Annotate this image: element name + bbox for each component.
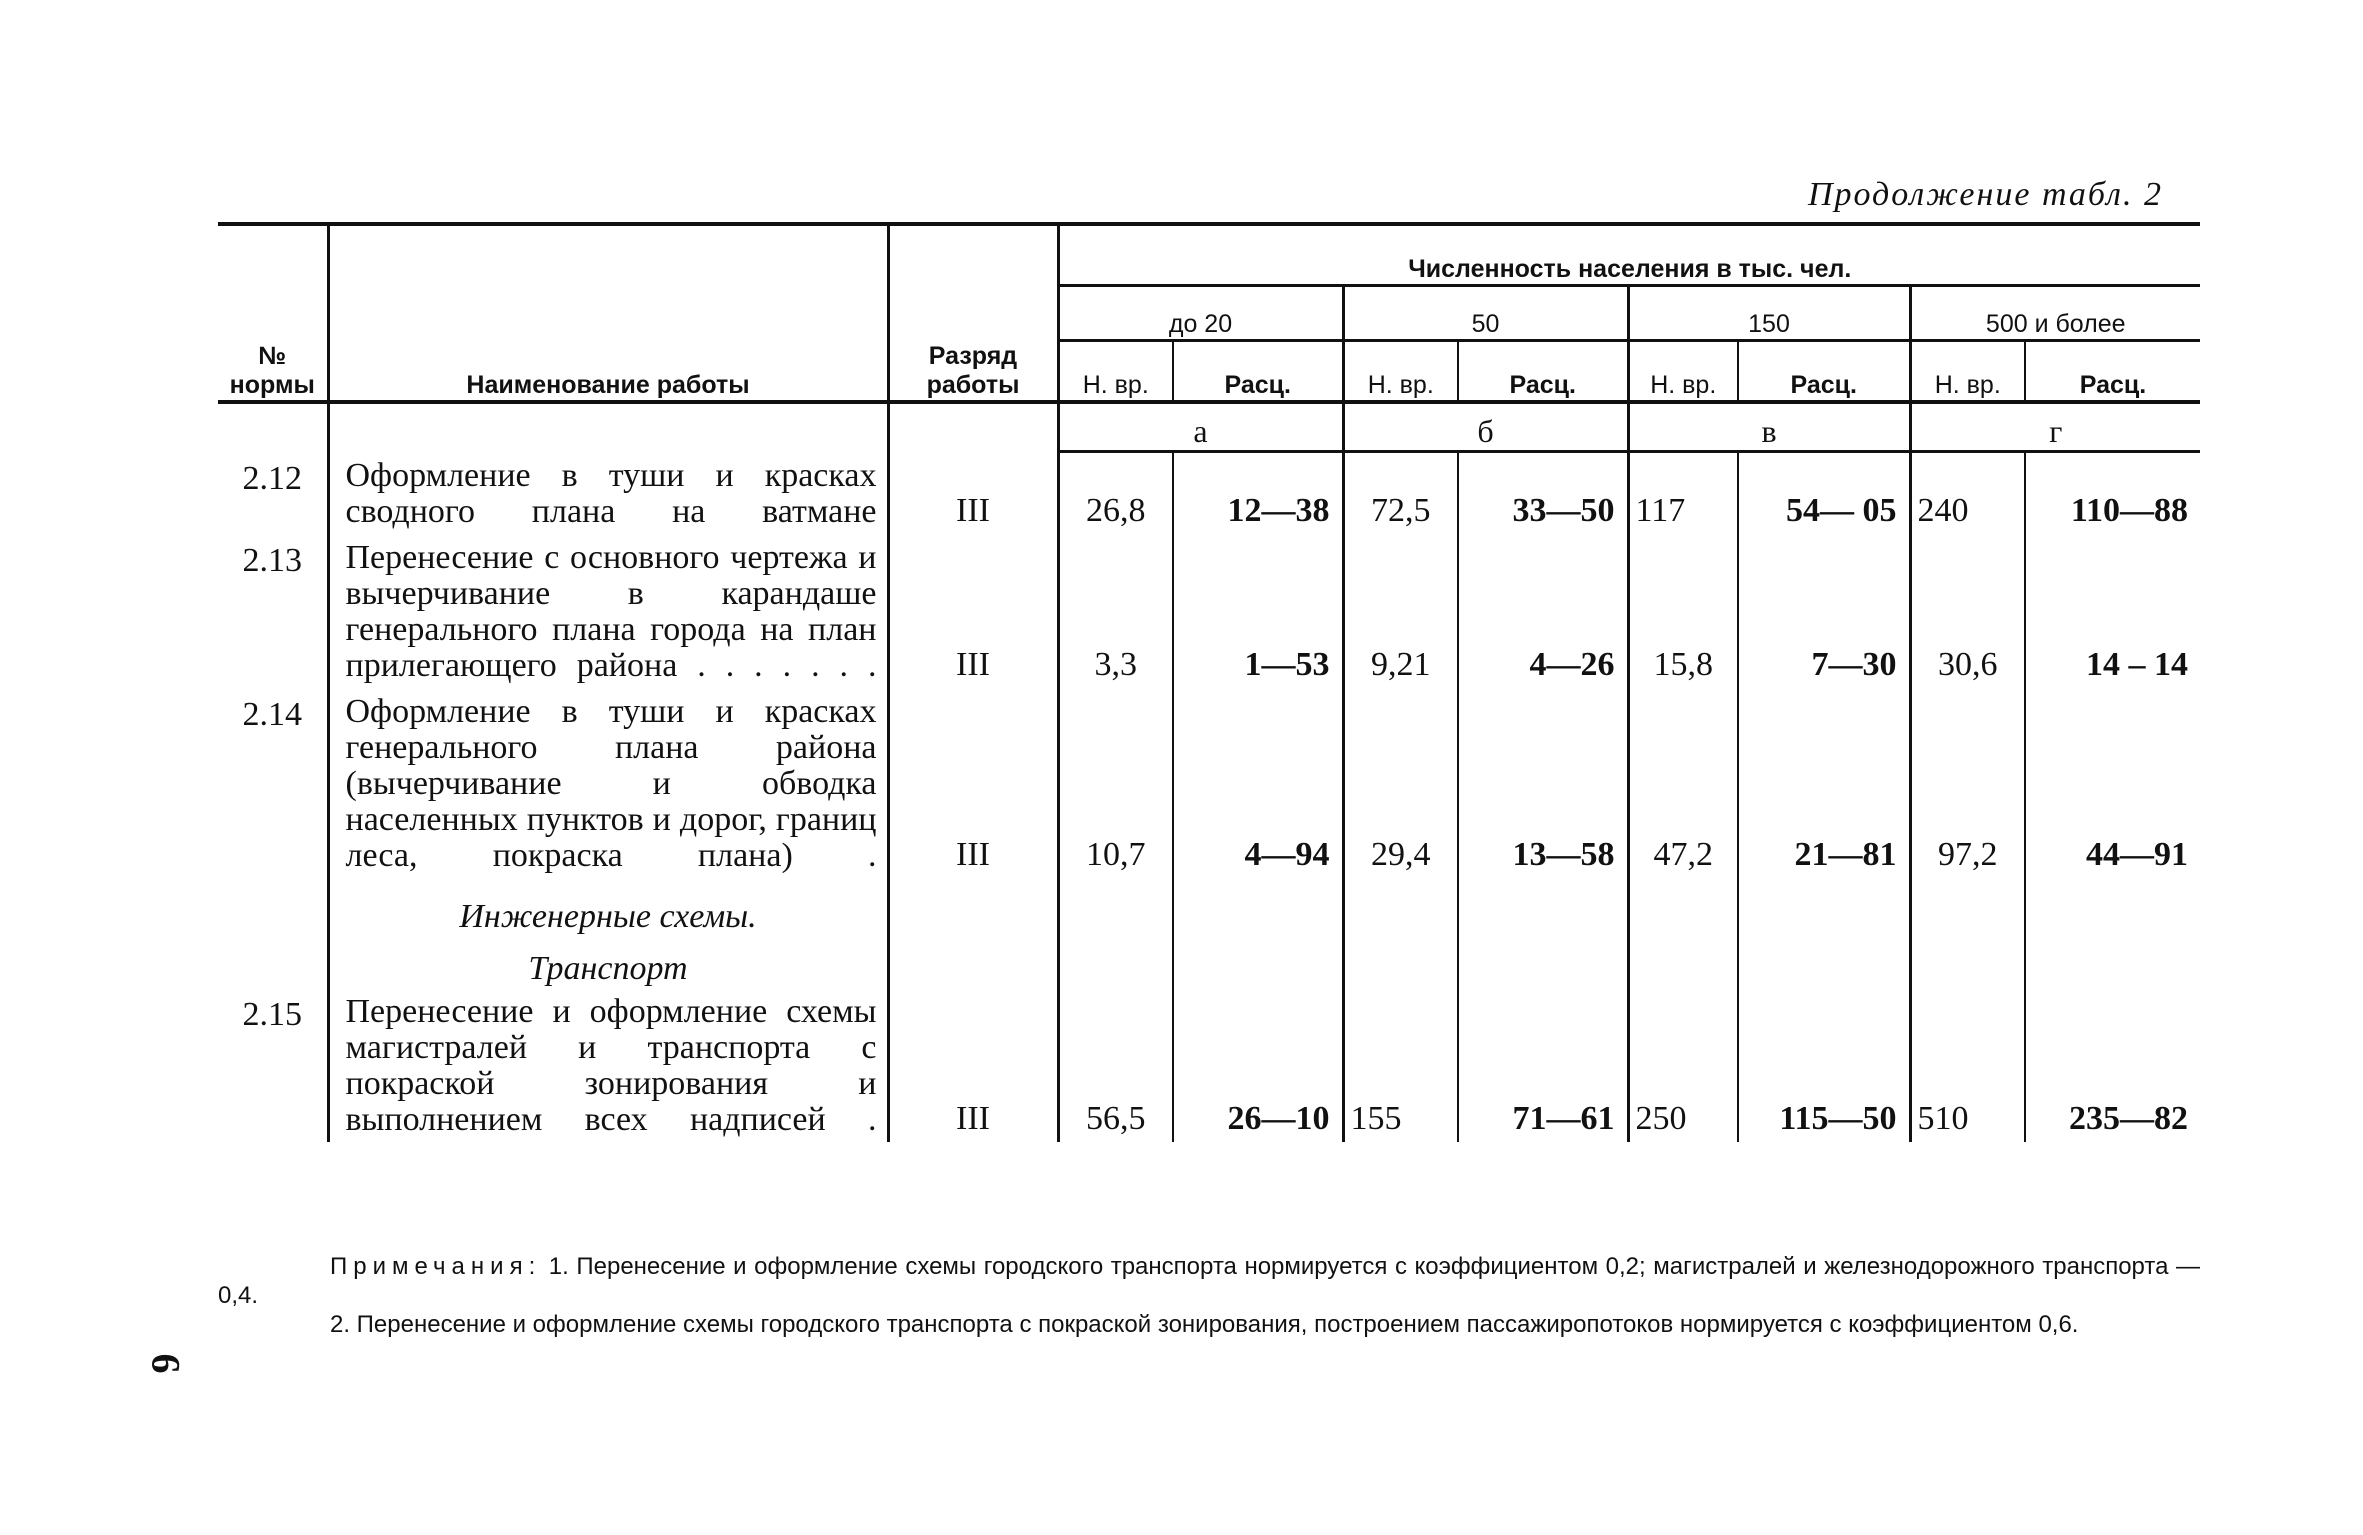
- row-name: Оформление в туши и красках сводного плана на ватмане: [328, 452, 888, 534]
- row-value: 155: [1343, 988, 1458, 1142]
- column-letter-v: в: [1628, 402, 1910, 452]
- row-grade: III: [888, 988, 1058, 1142]
- row-name: Перенесение с основного чертежа и вычерчивание в карандаше генерального плана города на план прилегающего района . . . . . . .: [328, 534, 888, 688]
- column-letter-a: а: [1058, 402, 1343, 452]
- blank: [888, 878, 1058, 936]
- row-value: 26—10: [1173, 988, 1343, 1142]
- row-value: 26,8: [1058, 452, 1173, 534]
- column-letter-g: г: [1910, 402, 2200, 452]
- header-population: Численность населения в тыс. чел.: [1058, 224, 2200, 286]
- header-nvr-4: Н. вр.: [1910, 341, 2025, 403]
- page-number: 6: [143, 1353, 189, 1374]
- row-value: 4—94: [1173, 688, 1343, 878]
- row-value: 72,5: [1343, 452, 1458, 534]
- row-value: 510: [1910, 988, 2025, 1142]
- row-number: 2.12: [242, 459, 302, 497]
- header-group-3: 150: [1628, 286, 1910, 341]
- blank: [1343, 936, 1458, 988]
- row-value: 21—81: [1738, 688, 1910, 878]
- norms-table: [218, 222, 2200, 1142]
- row-grade: III: [888, 688, 1058, 878]
- row-value: 117: [1628, 452, 1738, 534]
- row-number: 2.15: [242, 995, 302, 1033]
- row-value: 7—30: [1738, 534, 1910, 688]
- blank: [1173, 878, 1343, 936]
- row-value: 115—50: [1738, 988, 1910, 1142]
- note-1: [218, 1252, 2200, 1310]
- header-nvr-2: Н. вр.: [1343, 341, 1458, 403]
- header-rasc-2: Расц.: [1458, 341, 1628, 403]
- header-group-4: 500 и более: [1910, 286, 2200, 341]
- row-value: 15,8: [1628, 534, 1738, 688]
- header-nvr-1: Н. вр.: [1058, 341, 1173, 403]
- row-value: 1—53: [1173, 534, 1343, 688]
- header-rasc-1: Расц.: [1173, 341, 1343, 403]
- row-value: 4—26: [1458, 534, 1628, 688]
- row-value: 54— 05: [1738, 452, 1910, 534]
- row-number: 2.13: [242, 541, 302, 579]
- header-nvr-3: Н. вр.: [1628, 341, 1738, 403]
- blank: [2025, 878, 2200, 936]
- row-number: 2.14: [242, 695, 302, 733]
- header-rasc-4: Расц.: [2025, 341, 2200, 403]
- blank: [218, 936, 328, 988]
- blank: [218, 878, 328, 936]
- row-value: 30,6: [1910, 534, 2025, 688]
- row-value: 240: [1910, 452, 2025, 534]
- blank: [1628, 936, 1738, 988]
- blank: [1738, 878, 1910, 936]
- row-value: 10,7: [1058, 688, 1173, 878]
- blank: [1738, 936, 1910, 988]
- blank: [218, 402, 328, 452]
- header-work-name: Наименование работы: [328, 224, 888, 402]
- row-value: 71—61: [1458, 988, 1628, 1142]
- blank: [1173, 936, 1343, 988]
- row-name: Перенесение и оформление схемы магистралей и транспорта с покраской зонирования и выполнением всех надписей .: [328, 988, 888, 1142]
- row-value: 56,5: [1058, 988, 1173, 1142]
- table-caption: Продолжение табл. 2: [1807, 176, 2163, 213]
- blank: [1910, 936, 2025, 988]
- blank: [1458, 936, 1628, 988]
- header-norm-no: № нормы: [218, 224, 328, 402]
- row-name: Оформление в туши и красках генерального плана района (вычерчивание и обводка населенных пунктов и дорог, границ леса, покраска плана) .: [328, 688, 888, 878]
- row-value: 14 – 14: [2025, 534, 2200, 688]
- table-notes: [218, 1252, 2200, 1339]
- notes-label: Примечания:: [330, 1253, 542, 1280]
- header-group-2: 50: [1343, 286, 1628, 341]
- blank: [888, 936, 1058, 988]
- header-group-1: до 20: [1058, 286, 1343, 341]
- row-value: 97,2: [1910, 688, 2025, 878]
- row-grade: III: [888, 452, 1058, 534]
- table-row: [218, 688, 2200, 878]
- row-value: 250: [1628, 988, 1738, 1142]
- row-value: 235—82: [2025, 988, 2200, 1142]
- note-1-text: 1. Перенесение и оформление схемы городского транспорта нормируется с коэффициентом 0,2; магистралей и железнодорожного транспорта — 0,4.: [218, 1253, 2200, 1309]
- section-title-transport: Транспорт: [328, 936, 888, 988]
- row-value: 33—50: [1458, 452, 1628, 534]
- table-row: [218, 452, 2200, 534]
- column-letter-b: б: [1343, 402, 1628, 452]
- blank: [1343, 878, 1458, 936]
- blank: [888, 402, 1058, 452]
- note-2: 2. Перенесение и оформление схемы городского транспорта с покраской зонирования, построением пассажиропотоков нормируется с коэффициентом 0,6.: [330, 1311, 2079, 1338]
- row-value: 12—38: [1173, 452, 1343, 534]
- row-value: 9,21: [1343, 534, 1458, 688]
- row-value: 3,3: [1058, 534, 1173, 688]
- blank: [328, 402, 888, 452]
- row-value: 47,2: [1628, 688, 1738, 878]
- row-value: 110—88: [2025, 452, 2200, 534]
- row-grade: III: [888, 534, 1058, 688]
- blank: [1058, 936, 1173, 988]
- blank: [2025, 936, 2200, 988]
- table-row: [218, 988, 2200, 1142]
- blank: [1628, 878, 1738, 936]
- blank: [1058, 878, 1173, 936]
- header-rasc-3: Расц.: [1738, 341, 1910, 403]
- row-value: 29,4: [1343, 688, 1458, 878]
- row-value: 13—58: [1458, 688, 1628, 878]
- row-value: 44—91: [2025, 688, 2200, 878]
- header-grade: Разряд работы: [888, 224, 1058, 402]
- blank: [1910, 878, 2025, 936]
- blank: [1458, 878, 1628, 936]
- section-title-engineering: Инженерные схемы.: [328, 878, 888, 936]
- table-row: [218, 534, 2200, 688]
